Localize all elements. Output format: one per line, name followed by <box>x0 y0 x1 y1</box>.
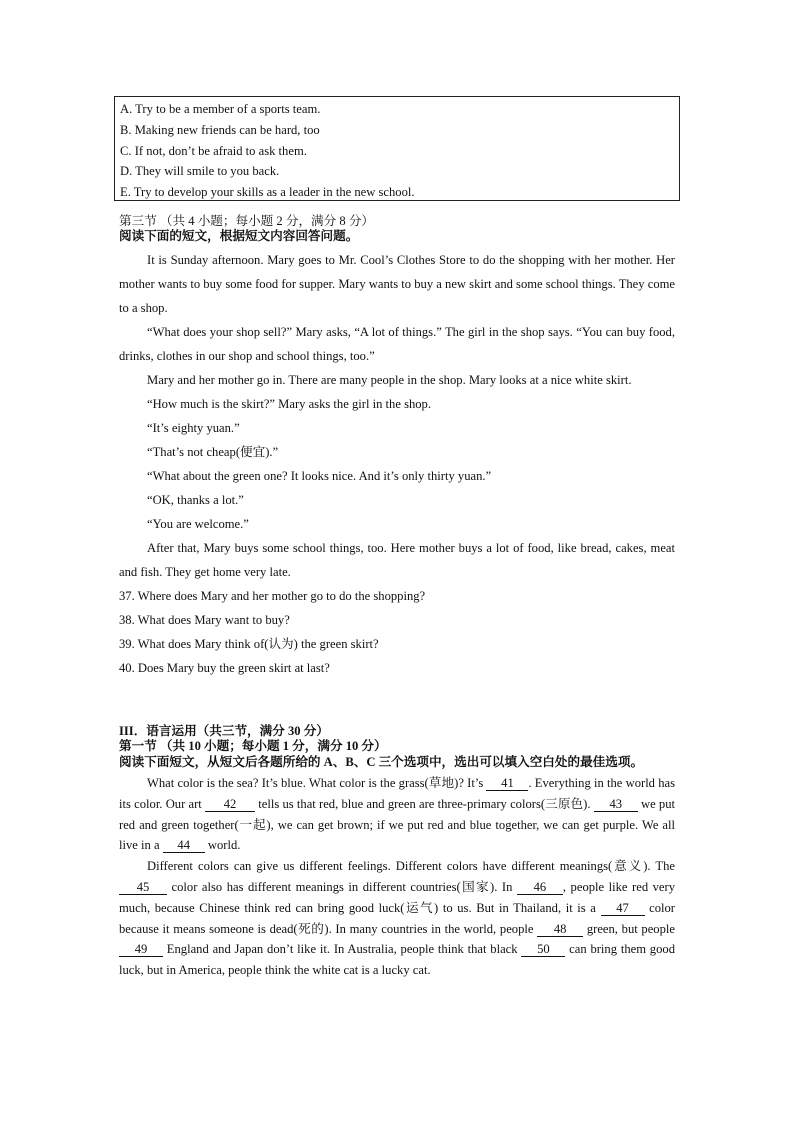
section3-instruction: 阅读下面的短文，根据短文内容回答问题。 <box>119 229 359 243</box>
part3-instruction: 阅读下面短文，从短文后各题所给的 A、B、C 三个选项中，选出可以填入空白处的最佳选项。 <box>119 755 644 769</box>
part3-title: III．语言运用（共三节，满分 30 分） <box>119 724 329 738</box>
blank-43: 43 <box>594 798 638 812</box>
cloze-paragraph-1: What color is the sea? It’s blue. What color is the grass(草地)? It’s 41 . Everything in the world has its color. Our art 42 tells us that red, blue and green are three-primary colors(三原色). 43 we put red and green together(一起), we can get brown; if we put red and blue together, we can get purple. We all live in a 44 world. <box>119 776 675 853</box>
blank-45: 45 <box>119 881 167 895</box>
question-38: 38. What does Mary want to buy? <box>119 613 290 627</box>
section3-title: 第三节 （共 4 小题；每小题 2 分，满分 8 分） <box>119 214 375 228</box>
blank-44: 44 <box>163 839 205 853</box>
part3-section1-title: 第一节 （共 10 小题；每小题 1 分，满分 10 分） <box>119 739 387 753</box>
passage-paragraph: “How much is the skirt?” Mary asks the girl in the shop. <box>147 397 432 411</box>
option-c: C. If not, don’t be afraid to ask them. <box>120 143 307 158</box>
question-37: 37. Where does Mary and her mother go to do the shopping? <box>119 589 426 603</box>
passage-paragraph: “What does your shop sell?” Mary asks, “A lot of things.” The girl in the shop says. “You can buy food, drinks, clothes in our shop and school things, too.” <box>119 325 675 363</box>
option-d: D. They will smile to you back. <box>120 164 280 179</box>
blank-46: 46 <box>517 881 563 895</box>
blank-42: 42 <box>205 798 255 812</box>
section3 <box>119 214 675 680</box>
question-39: 39. What does Mary think of(认为) the green skirt? <box>119 637 379 651</box>
question-list <box>119 584 675 680</box>
cloze-paragraph-2: Different colors can give us different feelings. Different colors have different meanings(意义). The 45 color also has different meanings in different countries(国家). In 46 , people like red very much, because Chinese think red can bring good luck(运气) to us. But in Thailand, it is a 47 color because it means someone is dead(死的). In many countries in the world, people 48 green, but people 49 England and Japan don’t like it. In Australia, people think that black 50 can bring them good luck, but in America, people think the white cat is a lucky cat. <box>119 859 676 978</box>
blank-48: 48 <box>537 923 583 937</box>
passage-paragraph: After that, Mary buys some school things, too. Here mother buys a lot of food, like bread, cakes, meat and fish. They get home very late. <box>119 541 675 579</box>
reading-passage <box>119 248 675 584</box>
passage-paragraph: “It’s eighty yuan.” <box>147 421 240 435</box>
option-e: E. Try to develop your skills as a leader in the new school. <box>120 185 415 200</box>
part3 <box>119 724 675 981</box>
blank-47: 47 <box>601 902 645 916</box>
passage-paragraph: “OK, thanks a lot.” <box>147 493 244 507</box>
blank-50: 50 <box>521 943 565 957</box>
passage-paragraph: Mary and her mother go in. There are many people in the shop. Mary looks at a nice white skirt. <box>147 373 632 387</box>
options-box <box>114 96 680 201</box>
blank-49: 49 <box>119 943 163 957</box>
question-40: 40. Does Mary buy the green skirt at last? <box>119 661 330 675</box>
blank-41: 41 <box>486 777 528 791</box>
passage-paragraph: It is Sunday afternoon. Mary goes to Mr. Cool’s Clothes Store to do the shopping with her mother. Her mother wants to buy some food for supper. Mary wants to buy a new skirt and some school things. They come to a shop. <box>119 253 675 315</box>
passage-paragraph: “You are welcome.” <box>147 517 249 531</box>
passage-paragraph: “That’s not cheap(便宜).” <box>147 445 279 459</box>
option-a: A. Try to be a member of a sports team. <box>120 102 321 116</box>
option-b: B. Making new friends can be hard, too <box>120 122 320 137</box>
passage-paragraph: “What about the green one? It looks nice. And it’s only thirty yuan.” <box>147 469 492 483</box>
